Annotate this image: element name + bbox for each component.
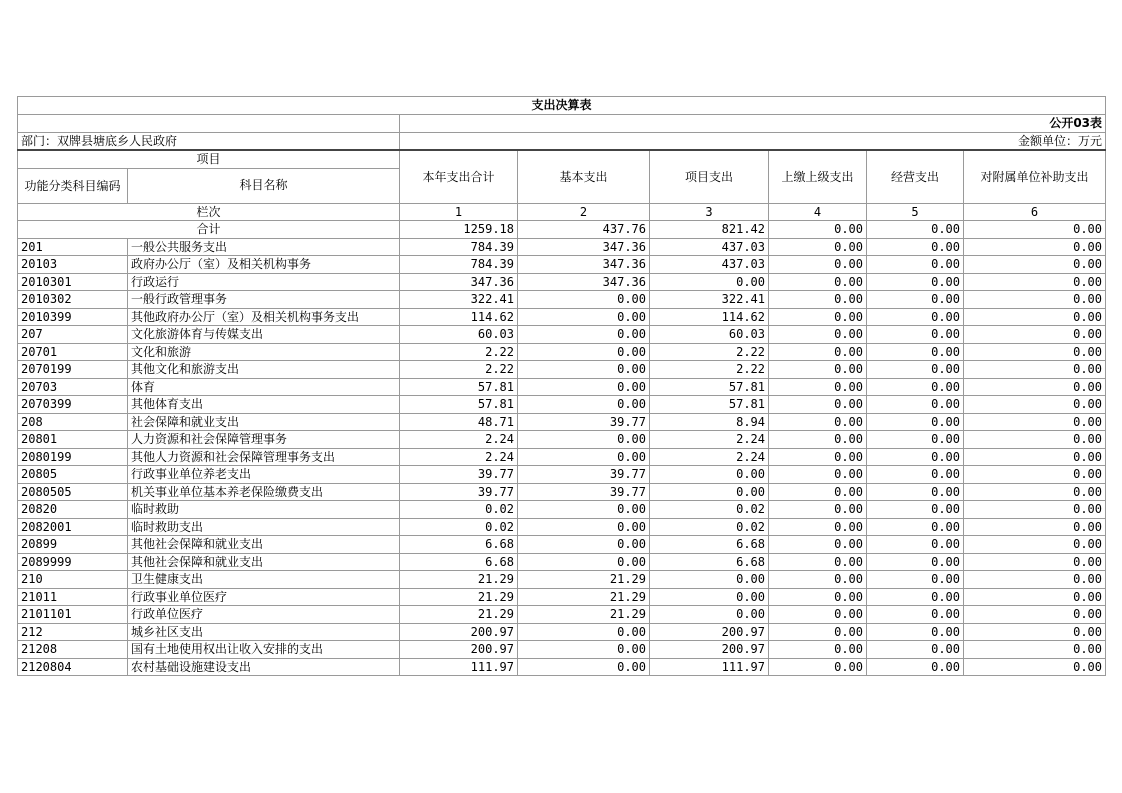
row-value: 0.00 — [518, 343, 650, 361]
row-value: 0.00 — [769, 273, 867, 291]
table-row — [18, 483, 1106, 501]
row-value: 0.00 — [964, 501, 1106, 519]
row-value: 2.24 — [650, 431, 769, 449]
row-value: 0.00 — [867, 623, 964, 641]
row-value: 6.68 — [650, 536, 769, 554]
row-value: 114.62 — [650, 308, 769, 326]
row-code: 2082001 — [18, 518, 128, 536]
row-value: 0.00 — [867, 553, 964, 571]
total-value: 1259.18 — [400, 221, 518, 239]
row-value: 347.36 — [518, 273, 650, 291]
row-value: 0.00 — [650, 606, 769, 624]
name-col-header: 科目名称 — [128, 168, 400, 203]
row-value: 0.00 — [964, 326, 1106, 344]
row-value: 0.00 — [769, 553, 867, 571]
row-value: 784.39 — [400, 238, 518, 256]
row-value: 0.00 — [867, 273, 964, 291]
row-value: 0.00 — [769, 483, 867, 501]
row-value: 0.00 — [518, 623, 650, 641]
table-row — [18, 606, 1106, 624]
col-header-basic: 基本支出 — [518, 150, 650, 203]
row-value: 0.00 — [650, 571, 769, 589]
row-value: 0.00 — [964, 291, 1106, 309]
row-name: 行政单位医疗 — [128, 606, 400, 624]
row-name: 文化和旅游 — [128, 343, 400, 361]
row-value: 0.00 — [964, 641, 1106, 659]
table-row — [18, 273, 1106, 291]
col-header-project: 项目支出 — [650, 150, 769, 203]
row-name: 其他政府办公厅（室）及相关机构事务支出 — [128, 308, 400, 326]
row-value: 0.00 — [867, 536, 964, 554]
row-value: 111.97 — [400, 658, 518, 676]
row-value: 0.00 — [867, 466, 964, 484]
row-value: 200.97 — [400, 623, 518, 641]
col-header-business: 经营支出 — [867, 150, 964, 203]
row-value: 0.00 — [518, 308, 650, 326]
table-row — [18, 308, 1106, 326]
project-header: 项目 — [18, 150, 400, 168]
row-value: 0.02 — [400, 501, 518, 519]
row-value: 0.00 — [867, 308, 964, 326]
row-value: 21.29 — [400, 571, 518, 589]
lanci-num: 4 — [769, 203, 867, 221]
row-value: 0.00 — [964, 571, 1106, 589]
row-value: 322.41 — [650, 291, 769, 309]
row-name: 机关事业单位基本养老保险缴费支出 — [128, 483, 400, 501]
row-code: 2010302 — [18, 291, 128, 309]
row-code: 20103 — [18, 256, 128, 274]
total-value: 437.76 — [518, 221, 650, 239]
row-code: 20805 — [18, 466, 128, 484]
table-row — [18, 326, 1106, 344]
row-value: 57.81 — [650, 396, 769, 414]
row-code: 2080505 — [18, 483, 128, 501]
table-row — [18, 343, 1106, 361]
table-row — [18, 658, 1106, 676]
row-value: 0.00 — [650, 273, 769, 291]
row-value: 0.00 — [518, 291, 650, 309]
row-value: 0.00 — [964, 396, 1106, 414]
row-value: 200.97 — [650, 641, 769, 659]
table-row — [18, 553, 1106, 571]
row-value: 0.02 — [650, 501, 769, 519]
row-value: 0.02 — [650, 518, 769, 536]
row-value: 0.00 — [964, 413, 1106, 431]
total-value: 0.00 — [769, 221, 867, 239]
row-code: 2010399 — [18, 308, 128, 326]
table-row — [18, 361, 1106, 379]
row-name: 文化旅游体育与传媒支出 — [128, 326, 400, 344]
row-value: 0.00 — [867, 413, 964, 431]
row-value: 0.00 — [964, 518, 1106, 536]
row-value: 6.68 — [650, 553, 769, 571]
lanci-num: 6 — [964, 203, 1106, 221]
row-code: 2089999 — [18, 553, 128, 571]
row-value: 39.77 — [400, 466, 518, 484]
row-name: 农村基础设施建设支出 — [128, 658, 400, 676]
total-value: 0.00 — [867, 221, 964, 239]
table-row — [18, 396, 1106, 414]
table-row — [18, 641, 1106, 659]
row-value: 0.00 — [769, 413, 867, 431]
row-value: 0.00 — [650, 466, 769, 484]
row-code: 208 — [18, 413, 128, 431]
table-row — [18, 238, 1106, 256]
row-code: 212 — [18, 623, 128, 641]
row-value: 0.00 — [867, 396, 964, 414]
row-value: 0.00 — [769, 431, 867, 449]
row-value: 6.68 — [400, 553, 518, 571]
row-value: 0.00 — [518, 501, 650, 519]
row-value: 0.00 — [964, 431, 1106, 449]
row-value: 200.97 — [650, 623, 769, 641]
total-value: 821.42 — [650, 221, 769, 239]
row-value: 0.00 — [867, 518, 964, 536]
row-code: 20820 — [18, 501, 128, 519]
row-value: 0.00 — [769, 256, 867, 274]
row-code: 2070199 — [18, 361, 128, 379]
row-value: 0.00 — [769, 571, 867, 589]
lanci-row — [18, 203, 1106, 221]
row-code: 20899 — [18, 536, 128, 554]
row-value: 0.00 — [769, 343, 867, 361]
row-code: 2070399 — [18, 396, 128, 414]
row-value: 437.03 — [650, 256, 769, 274]
row-value: 57.81 — [400, 396, 518, 414]
form-number: 公开03表 — [400, 115, 1106, 133]
table-row — [18, 571, 1106, 589]
row-value: 784.39 — [400, 256, 518, 274]
row-value: 0.02 — [400, 518, 518, 536]
col-header-subsidy: 对附属单位补助支出 — [964, 150, 1106, 203]
row-name: 一般公共服务支出 — [128, 238, 400, 256]
table-row — [18, 536, 1106, 554]
row-name: 临时救助 — [128, 501, 400, 519]
row-value: 114.62 — [400, 308, 518, 326]
row-value: 2.22 — [400, 343, 518, 361]
row-value: 0.00 — [964, 448, 1106, 466]
table-row — [18, 431, 1106, 449]
row-value: 60.03 — [400, 326, 518, 344]
row-value: 0.00 — [769, 326, 867, 344]
row-value: 0.00 — [518, 378, 650, 396]
row-name: 临时救助支出 — [128, 518, 400, 536]
row-value: 0.00 — [867, 448, 964, 466]
col-header-upper: 上缴上级支出 — [769, 150, 867, 203]
row-value: 0.00 — [769, 361, 867, 379]
row-value: 21.29 — [518, 571, 650, 589]
row-value: 21.29 — [400, 588, 518, 606]
row-name: 行政事业单位医疗 — [128, 588, 400, 606]
row-value: 437.03 — [650, 238, 769, 256]
row-value: 2.24 — [400, 431, 518, 449]
row-value: 322.41 — [400, 291, 518, 309]
row-name: 其他体育支出 — [128, 396, 400, 414]
unit-label: 金额单位：万元 — [400, 132, 1106, 150]
lanci-num: 1 — [400, 203, 518, 221]
row-value: 0.00 — [867, 431, 964, 449]
row-value: 0.00 — [964, 238, 1106, 256]
row-value: 0.00 — [769, 658, 867, 676]
row-value: 21.29 — [400, 606, 518, 624]
row-value: 347.36 — [400, 273, 518, 291]
row-code: 210 — [18, 571, 128, 589]
row-value: 0.00 — [867, 483, 964, 501]
row-value: 57.81 — [650, 378, 769, 396]
row-name: 行政运行 — [128, 273, 400, 291]
row-value: 39.77 — [518, 413, 650, 431]
row-code: 2080199 — [18, 448, 128, 466]
row-value: 0.00 — [769, 501, 867, 519]
row-value: 2.24 — [650, 448, 769, 466]
row-value: 0.00 — [769, 308, 867, 326]
department-label: 部门：双牌县塘底乡人民政府 — [18, 132, 400, 150]
row-code: 201 — [18, 238, 128, 256]
row-value: 21.29 — [518, 606, 650, 624]
total-row — [18, 221, 1106, 239]
code-col-header: 功能分类科目编码 — [18, 168, 128, 203]
row-value: 0.00 — [964, 256, 1106, 274]
row-value: 0.00 — [518, 448, 650, 466]
row-value: 2.24 — [400, 448, 518, 466]
row-value: 0.00 — [769, 291, 867, 309]
table-row — [18, 623, 1106, 641]
row-value: 0.00 — [518, 641, 650, 659]
row-value: 0.00 — [964, 588, 1106, 606]
row-value: 0.00 — [867, 378, 964, 396]
table-row — [18, 378, 1106, 396]
row-value: 0.00 — [769, 623, 867, 641]
row-value: 2.22 — [400, 361, 518, 379]
row-value: 0.00 — [964, 343, 1106, 361]
row-value: 39.77 — [400, 483, 518, 501]
expenditure-table — [17, 96, 1106, 676]
col-header-total: 本年支出合计 — [400, 150, 518, 203]
row-value: 0.00 — [650, 483, 769, 501]
row-name: 国有土地使用权出让收入安排的支出 — [128, 641, 400, 659]
lanci-num: 3 — [650, 203, 769, 221]
row-value: 2.22 — [650, 343, 769, 361]
table-title: 支出决算表 — [18, 97, 1106, 115]
row-value: 60.03 — [650, 326, 769, 344]
row-value: 0.00 — [964, 466, 1106, 484]
lanci-label: 栏次 — [18, 203, 400, 221]
table-row — [18, 448, 1106, 466]
row-value: 0.00 — [964, 536, 1106, 554]
row-value: 8.94 — [650, 413, 769, 431]
row-value: 0.00 — [964, 361, 1106, 379]
row-name: 政府办公厅（室）及相关机构事务 — [128, 256, 400, 274]
row-value: 0.00 — [769, 588, 867, 606]
total-value: 0.00 — [964, 221, 1106, 239]
row-code: 2101101 — [18, 606, 128, 624]
row-value: 0.00 — [867, 361, 964, 379]
row-value: 0.00 — [964, 378, 1106, 396]
row-value: 0.00 — [769, 396, 867, 414]
table-row — [18, 413, 1106, 431]
row-value: 0.00 — [518, 431, 650, 449]
row-value: 0.00 — [518, 396, 650, 414]
row-code: 2010301 — [18, 273, 128, 291]
table-row — [18, 291, 1106, 309]
total-label: 合计 — [18, 221, 400, 239]
row-name: 体育 — [128, 378, 400, 396]
lanci-num: 5 — [867, 203, 964, 221]
row-value: 39.77 — [518, 483, 650, 501]
row-value: 347.36 — [518, 238, 650, 256]
row-value: 0.00 — [867, 291, 964, 309]
row-value: 0.00 — [518, 536, 650, 554]
table-row — [18, 256, 1106, 274]
expenditure-sheet — [17, 96, 1105, 676]
row-value: 0.00 — [867, 658, 964, 676]
row-code: 21208 — [18, 641, 128, 659]
table-row — [18, 518, 1106, 536]
row-value: 48.71 — [400, 413, 518, 431]
row-value: 0.00 — [964, 623, 1106, 641]
row-value: 0.00 — [867, 641, 964, 659]
row-name: 城乡社区支出 — [128, 623, 400, 641]
row-name: 社会保障和就业支出 — [128, 413, 400, 431]
row-value: 0.00 — [650, 588, 769, 606]
table-row — [18, 501, 1106, 519]
row-value: 0.00 — [769, 641, 867, 659]
row-value: 0.00 — [769, 448, 867, 466]
row-value: 347.36 — [518, 256, 650, 274]
row-name: 其他文化和旅游支出 — [128, 361, 400, 379]
row-value: 0.00 — [518, 326, 650, 344]
row-name: 行政事业单位养老支出 — [128, 466, 400, 484]
row-value: 0.00 — [964, 273, 1106, 291]
row-name: 人力资源和社会保障管理事务 — [128, 431, 400, 449]
row-value: 0.00 — [769, 518, 867, 536]
row-value: 0.00 — [867, 256, 964, 274]
row-value: 0.00 — [518, 553, 650, 571]
row-code: 20801 — [18, 431, 128, 449]
row-value: 57.81 — [400, 378, 518, 396]
row-value: 0.00 — [964, 606, 1106, 624]
row-name: 其他社会保障和就业支出 — [128, 536, 400, 554]
row-name: 一般行政管理事务 — [128, 291, 400, 309]
row-value: 0.00 — [867, 588, 964, 606]
lanci-num: 2 — [518, 203, 650, 221]
row-value: 21.29 — [518, 588, 650, 606]
row-value: 39.77 — [518, 466, 650, 484]
row-value: 0.00 — [518, 658, 650, 676]
row-value: 0.00 — [769, 466, 867, 484]
row-code: 207 — [18, 326, 128, 344]
row-value: 0.00 — [964, 658, 1106, 676]
row-value: 0.00 — [867, 501, 964, 519]
row-value: 0.00 — [867, 326, 964, 344]
row-value: 0.00 — [867, 606, 964, 624]
row-value: 0.00 — [867, 238, 964, 256]
row-code: 20703 — [18, 378, 128, 396]
row-code: 2120804 — [18, 658, 128, 676]
row-code: 21011 — [18, 588, 128, 606]
row-value: 0.00 — [769, 378, 867, 396]
row-value: 200.97 — [400, 641, 518, 659]
row-value: 0.00 — [964, 553, 1106, 571]
row-name: 其他人力资源和社会保障管理事务支出 — [128, 448, 400, 466]
row-value: 2.22 — [650, 361, 769, 379]
row-code: 20701 — [18, 343, 128, 361]
row-value: 111.97 — [650, 658, 769, 676]
row-value: 0.00 — [769, 606, 867, 624]
row-name: 其他社会保障和就业支出 — [128, 553, 400, 571]
row-value: 0.00 — [964, 308, 1106, 326]
row-value: 6.68 — [400, 536, 518, 554]
row-value: 0.00 — [867, 343, 964, 361]
row-value: 0.00 — [769, 238, 867, 256]
row-value: 0.00 — [964, 483, 1106, 501]
row-value: 0.00 — [518, 518, 650, 536]
table-row — [18, 588, 1106, 606]
row-value: 0.00 — [867, 571, 964, 589]
row-value: 0.00 — [518, 361, 650, 379]
row-value: 0.00 — [769, 536, 867, 554]
table-row — [18, 466, 1106, 484]
row-name: 卫生健康支出 — [128, 571, 400, 589]
